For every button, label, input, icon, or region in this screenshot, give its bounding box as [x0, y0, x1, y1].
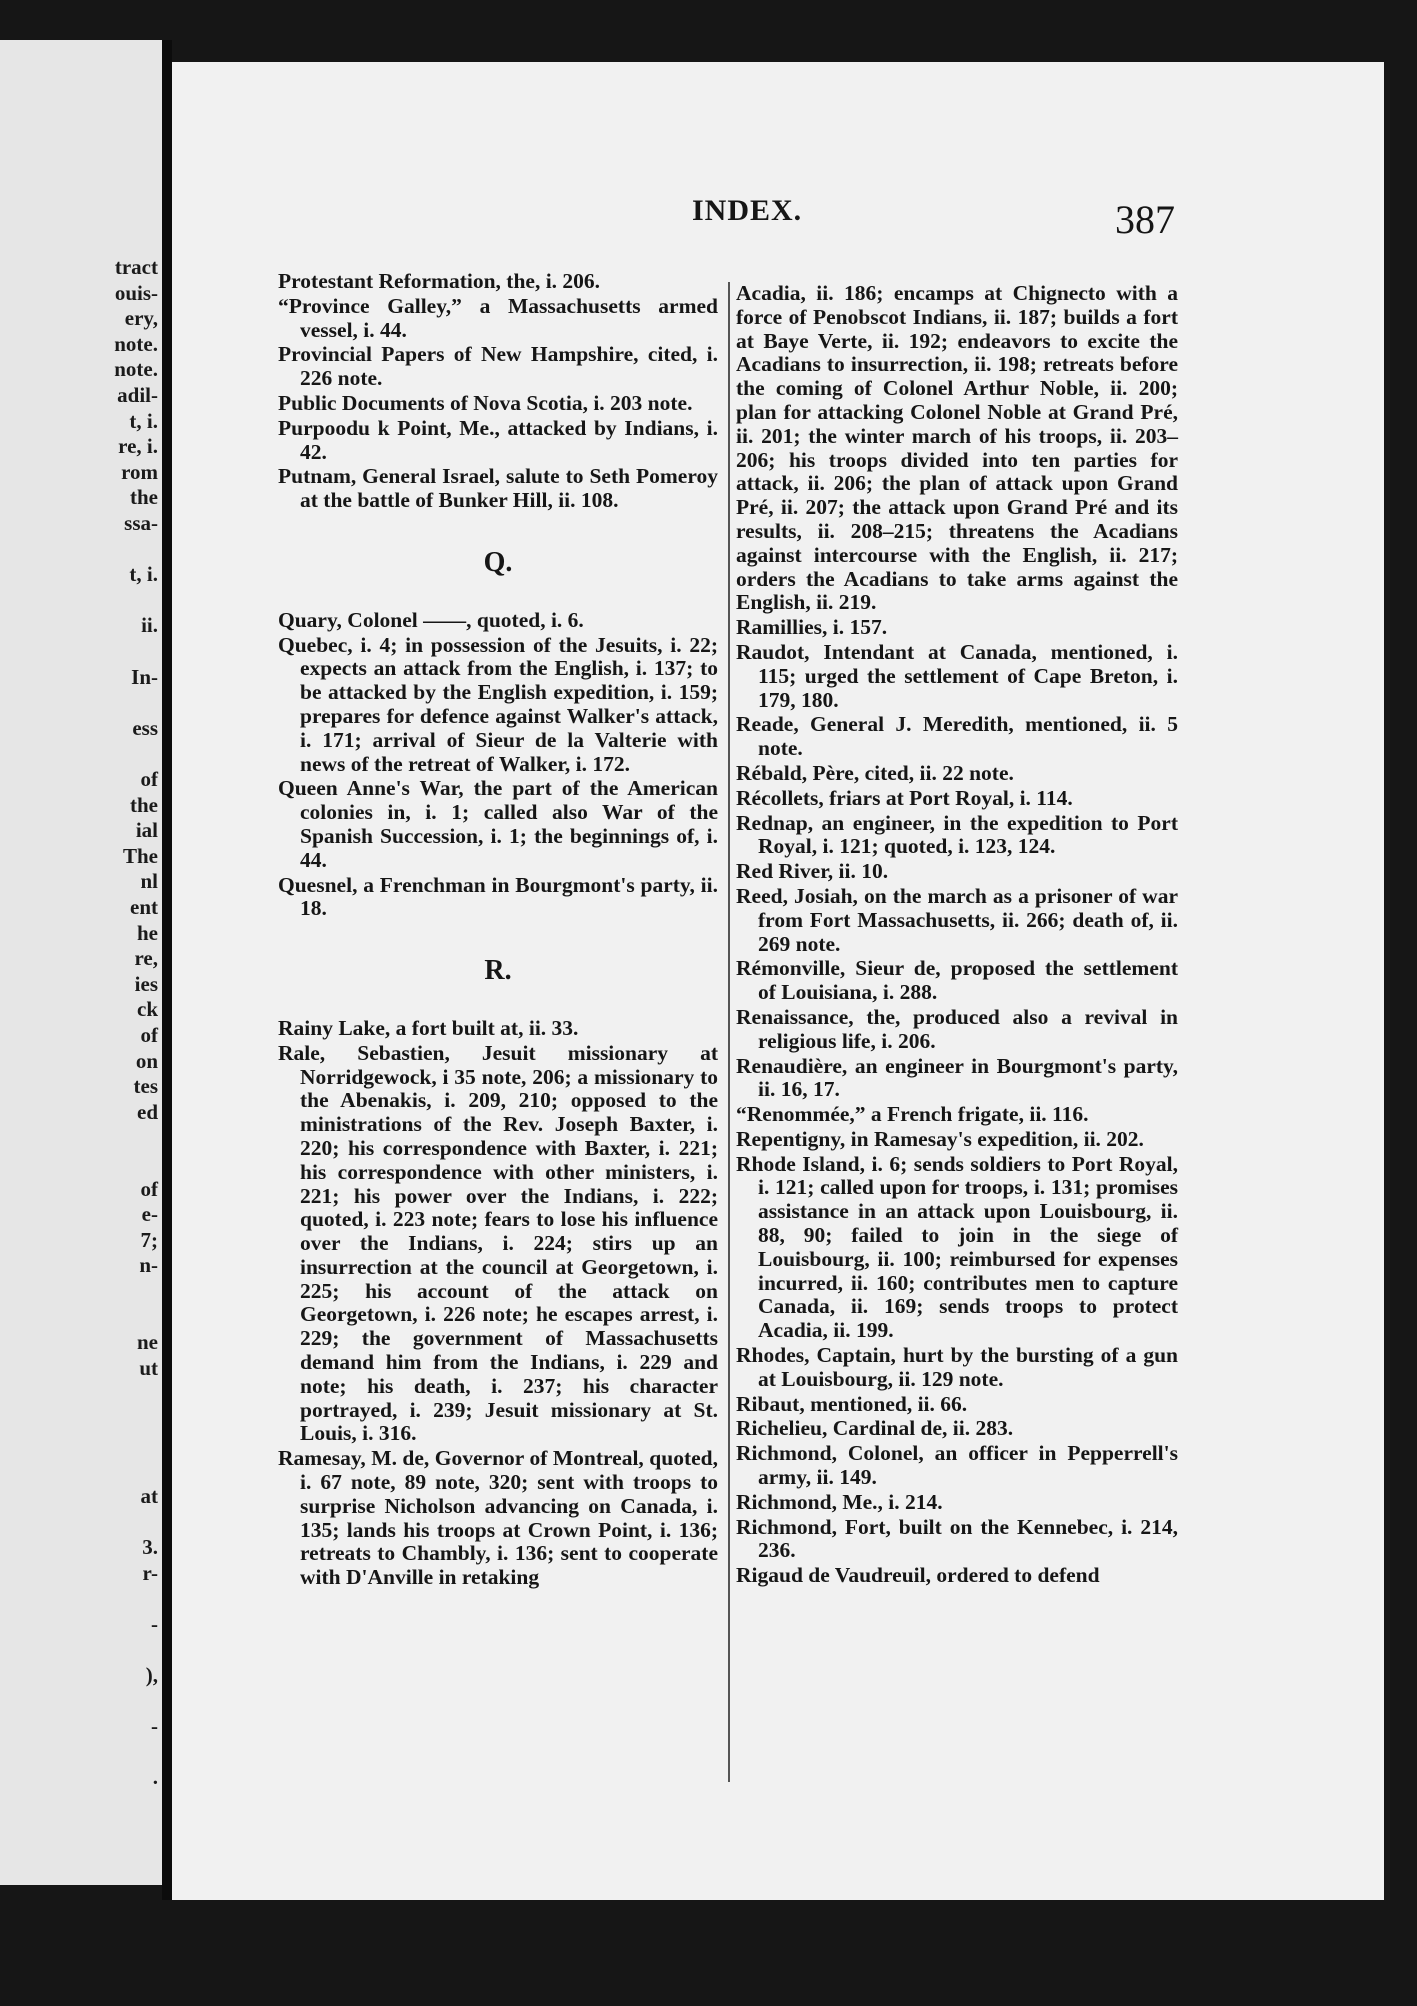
index-entry: Repentigny, in Ramesay's expedition, ii. 202. [736, 1126, 1144, 1151]
index-entry: Rale, Sebastien, Jesuit missionary at Norridgewock, i 35 note, 206; a missionary to the Abenakis, i. 209, 210; opposed to the ministrations of the Rev. Joseph Baxter, i. 220; his correspondence with Baxter, i. 221; his correspondence with other ministers, i. 221; his power over the Indians, i. 222; quoted, i. 223 note; fears to lose his influence over the Indians, i. 224; stirs up an insurrection at the council at Georgetown, i. 225; his account of the attack on Georgetown, i. 226 note; he escapes arrest, i. 229; the government of Massachusetts demand him from the Indians, i. 229 and note; his death, i. 237; his character portrayed, i. 239; Jesuit missionary at St. Louis, i. 316. [278, 1040, 718, 1446]
index-entry: Rhodes, Captain, hurt by the bursting of a gun at Louisbourg, ii. 129 note. [736, 1343, 1178, 1391]
facing-page-fragment: ck [137, 997, 158, 1022]
index-entry: Richmond, Me., i. 214. [736, 1489, 943, 1514]
facing-page-fragment: ent [130, 895, 158, 919]
facing-page-fragment: r- [142, 1560, 158, 1585]
facing-page-fragment: the [130, 792, 158, 817]
index-entry: Ribaut, mentioned, ii. 66. [736, 1391, 968, 1416]
facing-page-fragment: on [135, 1048, 158, 1073]
index-entry: Récollets, friars at Port Royal, i. 114. [736, 785, 1073, 810]
index-right-column [736, 282, 1178, 1589]
facing-page-fragment: In- [131, 664, 158, 689]
facing-page-fragment: ut [139, 1355, 158, 1380]
index-entry: Rednap, an engineer, in the expedition to Port Royal, i. 121; quoted, i. 123, 124. [736, 810, 1178, 859]
facing-page-fragment: tes [133, 1074, 158, 1099]
facing-page-fragment: ne [137, 1330, 158, 1355]
facing-page-fragment: of [140, 1176, 158, 1201]
facing-page-fragment: at [140, 1483, 158, 1508]
index-entry: Putnam, General Israel, salute to Seth Pomeroy at the battle of Bunker Hill, ii. 108. [278, 464, 718, 513]
index-entry: Rainy Lake, a fort built at, ii. 33. [278, 1015, 579, 1040]
facing-page-fragment: ), [145, 1663, 158, 1687]
facing-page-fragment: adil- [117, 383, 158, 407]
facing-page-fragment: - [151, 1611, 158, 1636]
book-spine [162, 40, 172, 1900]
page-header-title: INDEX. [692, 194, 803, 227]
index-entry: Richelieu, Cardinal de, ii. 283. [736, 1416, 1014, 1441]
facing-page-fragment: 7; [140, 1227, 158, 1252]
facing-page-fragment: of [140, 767, 158, 791]
facing-page-fragment: rom [121, 459, 158, 484]
facing-page-fragment: The [122, 843, 158, 868]
column-divider [728, 282, 730, 1782]
facing-page-fragment: he [137, 920, 158, 945]
index-entry: Queen Anne's War, the part of the American colonies in, i. 1; called also War of the Spanish Succession, i. 1; the beginnings of, i. 44. [278, 776, 718, 872]
index-entry: Renaudière, an engineer in Bourgmont's party, ii. 16, 17. [736, 1053, 1178, 1102]
index-entry: Rébald, Père, cited, ii. 22 note. [736, 760, 1014, 785]
index-entry: Richmond, Fort, built on the Kennebec, i. 214, 236. [736, 1514, 1178, 1563]
index-entry: Rigaud de Vaudreuil, ordered to defend [736, 1563, 1100, 1588]
entry-group-p [278, 270, 718, 513]
facing-page-fragment: t, i. [129, 408, 158, 433]
index-entry: Quary, Colonel ——, quoted, i. 6. [278, 607, 584, 632]
index-entry: Red River, ii. 10. [736, 859, 889, 884]
facing-page-fragment: e- [141, 1202, 158, 1227]
facing-page-fragment: ii. [141, 613, 158, 638]
facing-page-fragment: t, i. [129, 562, 158, 587]
index-entry-continuation: Acadia, ii. 186; encamps at Chignecto with a force of Penobscot Indians, ii. 187; builds a fort at Baye Verte, ii. 192; endeavors to excite the Acadians to insurrection, ii. 198; retreats before the coming of Colonel Arthur Noble, ii. 200; plan for attacking Colonel Noble at Grand Pré, ii. 201; the winter march of his troops, ii. 203–206; his troops divided into ten parties for attack, ii. 206; the plan of attack upon Grand Pré, ii. 207; the attack upon Grand Pré and its results, ii. 208–215; threatens the Acadians against intercourse with the English, ii. 217; orders the Acadians to take arms against the English, ii. 219. [736, 281, 1178, 615]
facing-page-edge [0, 40, 162, 1885]
index-entry: Ramillies, i. 157. [736, 615, 888, 640]
index-entry: Protestant Reformation, the, i. 206. [278, 269, 601, 293]
index-entry: “Renommée,” a French frigate, ii. 116. [736, 1102, 1089, 1127]
facing-page-fragment: note. [114, 357, 158, 382]
facing-page-fragment: the [130, 485, 158, 510]
facing-page-fragment: re, i. [118, 434, 158, 459]
facing-page-fragment: ed [137, 1099, 158, 1124]
index-left-column [278, 270, 718, 1591]
facing-page-fragment: ssa- [124, 511, 158, 535]
index-entry: Richmond, Colonel, an officer in Pepperrell's army, ii. 149. [736, 1441, 1178, 1490]
section-letter-q: Q. [483, 546, 513, 578]
index-entry: Rémonville, Sieur de, proposed the settlement of Louisiana, i. 288. [736, 956, 1178, 1005]
facing-page-fragment: ess [132, 715, 158, 740]
index-entry: Rhode Island, i. 6; sends soldiers to Port Royal, i. 121; called upon for troops, i. 131; promises assistance in an attack upon Louisbourg, ii. 88, 90; failed to join in the siege of Louisbourg, ii. 100; reimbursed for expenses incurred, ii. 160; contributes men to capture Canada, ii. 169; sends troops to protect Acadia, ii. 199. [736, 1151, 1178, 1343]
index-entry: Ramesay, M. de, Governor of Montreal, quoted, i. 67 note, 89 note, 320; sent with troops to surprise Nicholson advancing on Canada, i. 135; lands his troops at Crown Point, i. 136; retreats to Chambly, i. 136; sent to cooperate with D'Anville in retaking [278, 1446, 718, 1590]
index-entry: Quebec, i. 4; in possession of the Jesuits, i. 22; expects an attack from the English, i. 137; to be attacked by the English expedition, i. 159; prepares for defence against Walker's attack, i. 171; arrival of Sieur de la Valterie with news of the retreat of Walker, i. 172. [278, 632, 718, 776]
index-entry: Raudot, Intendant at Canada, mentioned, i. 115; urged the settlement of Cape Breton, i. 179, 180. [736, 639, 1178, 712]
index-entry: “Province Galley,” a Massachusetts armed vessel, i. 44. [278, 293, 718, 342]
facing-page-fragment: nl [140, 869, 158, 894]
facing-page-fragment: of [140, 1023, 158, 1047]
facing-page-fragment: re, [134, 946, 158, 971]
facing-page-fragment: 3. [142, 1535, 158, 1559]
index-entry: Public Documents of Nova Scotia, i. 203 note. [278, 390, 693, 415]
index-entry: Reade, General J. Meredith, mentioned, ii. 5 note. [736, 712, 1178, 761]
section-letter-r: R. [484, 955, 512, 987]
entry-group-q [278, 609, 718, 921]
facing-page-fragment: tract [114, 255, 158, 279]
facing-page-fragment: ouis- [114, 280, 158, 305]
entry-group-r-cont [736, 616, 1178, 1588]
index-entry: Reed, Josiah, on the march as a prisoner of war from Fort Massachusetts, ii. 266; death of, ii. 269 note. [736, 883, 1178, 956]
index-entry: Provincial Papers of New Hampshire, cited, i. 226 note. [278, 342, 718, 391]
index-entry: Quesnel, a Frenchman in Bourgmont's party, ii. 18. [278, 872, 718, 921]
page-number: 387 [1115, 197, 1175, 242]
facing-page-fragment: - [151, 1714, 158, 1739]
facing-page-fragment: ial [135, 818, 158, 843]
index-entry: Renaissance, the, produced also a revival in religious life, i. 206. [736, 1004, 1178, 1053]
facing-page-fragment: ies [134, 971, 158, 996]
facing-page-fragment: ery, [124, 306, 158, 331]
index-entry: Purpoodu k Point, Me., attacked by Indians, i. 42. [278, 415, 718, 464]
facing-page-fragment: . [152, 1765, 158, 1790]
facing-page-fragment: n- [139, 1253, 158, 1278]
entry-group-r [278, 1017, 718, 1590]
facing-page-fragment: note. [114, 331, 158, 356]
